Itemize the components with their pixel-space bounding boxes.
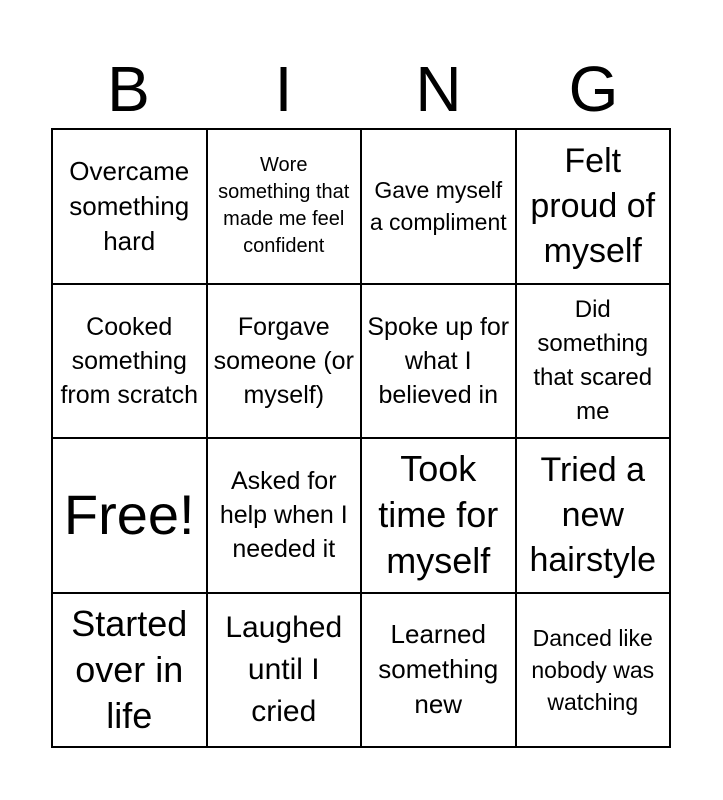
cell-text: Tried a new hairstyle (529, 450, 657, 579)
bingo-cell-laughed-until-cried[interactable] (207, 593, 362, 748)
cell-text: Laughed until I cried (225, 610, 343, 728)
cell-text: Forgave someone (or myself) (213, 312, 354, 409)
cell-text: Free! (63, 483, 195, 547)
header-letter-i: I (274, 53, 293, 125)
bingo-cell-gave-myself-compliment[interactable] (361, 129, 516, 284)
bingo-cell-overcame-something-hard[interactable] (52, 129, 207, 284)
bingo-cell-felt-proud-of-myself[interactable] (516, 129, 671, 284)
cell-text: Asked for help when I needed it (219, 467, 348, 564)
bingo-cell-wore-something-confident[interactable] (207, 129, 362, 284)
bingo-cell-forgave-someone[interactable] (207, 284, 362, 439)
cell-text: Did something that scared me (533, 295, 653, 425)
bingo-cell-learned-something-new[interactable] (361, 593, 516, 748)
bingo-header (51, 50, 671, 128)
bingo-cell-tried-new-hairstyle[interactable] (516, 438, 671, 593)
bingo-cell-free[interactable] (52, 438, 207, 593)
cell-text: Started over in life (71, 602, 188, 736)
bingo-cell-spoke-up[interactable] (361, 284, 516, 439)
cell-text: Took time for myself (378, 448, 499, 582)
cell-text: Gave myself a compliment (369, 177, 507, 236)
bingo-cell-started-over[interactable] (52, 593, 207, 748)
cell-text: Wore something that made me feel confident (218, 154, 350, 258)
cell-text: Cooked something from scratch (60, 312, 199, 409)
header-letter-g: G (568, 53, 619, 125)
cell-text: Spoke up for what I believed in (367, 312, 510, 409)
bingo-cell-did-something-scary[interactable] (516, 284, 671, 439)
bingo-cell-cooked-from-scratch[interactable] (52, 284, 207, 439)
cell-text: Learned something new (378, 619, 499, 720)
cell-text: Overcame something hard (69, 155, 190, 256)
bingo-board (51, 128, 671, 748)
bingo-cell-asked-for-help[interactable] (207, 438, 362, 593)
bingo-cell-danced-like-nobody-watching[interactable] (516, 593, 671, 748)
header-letter-b: B (107, 53, 150, 125)
cell-text: Danced like nobody was watching (531, 624, 655, 715)
bingo-cell-took-time-for-myself[interactable] (361, 438, 516, 593)
header-letter-n: N (415, 53, 462, 125)
cell-text: Felt proud of myself (530, 141, 656, 270)
